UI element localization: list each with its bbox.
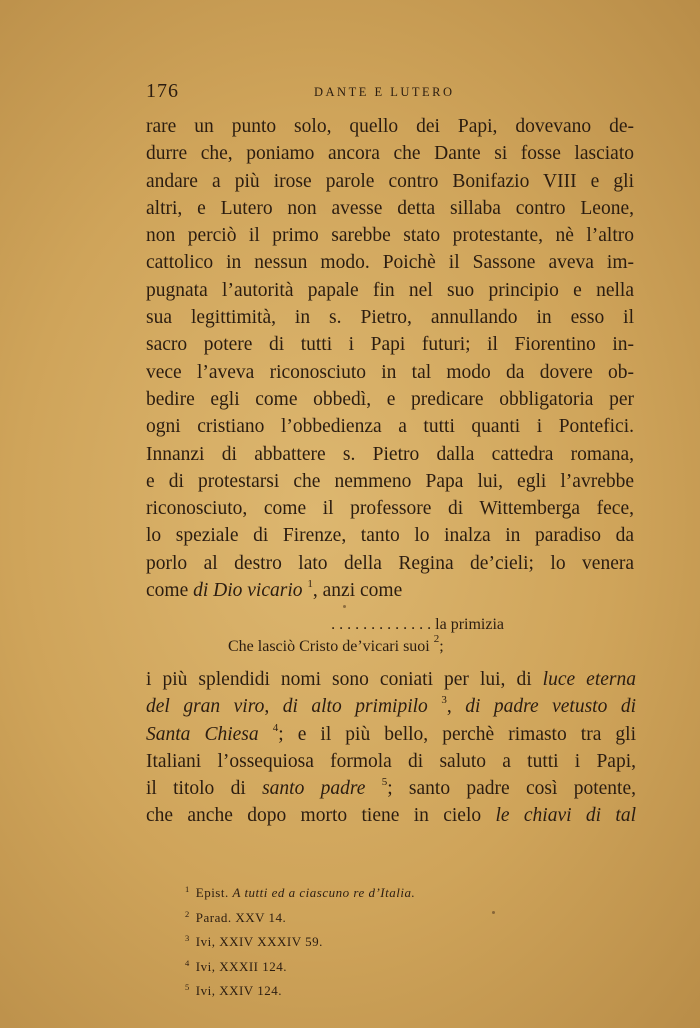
italic-fragment: luce eterna — [542, 669, 636, 690]
footnote-ref: 1 — [307, 578, 313, 591]
footnote-text: Ivi, XXXII 124. — [195, 958, 288, 974]
footnote — [185, 953, 605, 978]
footnote-mark: 1 — [185, 884, 190, 894]
page-header — [146, 80, 636, 104]
text-line: cattolico in nessun modo. Poichè il Sassone aveva im- — [146, 252, 634, 274]
text-line: porlo al destro lato della Regina de’cieli; lo venera — [146, 552, 634, 574]
text-line: lo speziale di Firenze, tanto lo inalza in paradiso da — [146, 525, 634, 547]
text-fragment: come — [146, 580, 194, 602]
italic-fragment: santo padre — [262, 778, 366, 800]
footnote-ref: 5 — [381, 776, 388, 789]
footnote-text: Epist. — [195, 885, 233, 900]
italic-fragment: Santa Chiesa — [146, 723, 259, 745]
footnote-mark: 5 — [185, 982, 190, 992]
text-line: sacro potere di tutti i Papi futuri; il Fiorentino in- — [146, 334, 634, 356]
verse-line: . . . . . . . . . . . . . la primizia — [331, 616, 504, 633]
footnote — [185, 928, 605, 953]
verse-text: Che lasciò Cristo de’vicari suoi — [228, 638, 430, 655]
text-line: Italiani l’ossequiosa formola di saluto a tutti i Papi, — [146, 750, 636, 772]
text-line: sua legittimità, in s. Pietro, annullando in esso il — [146, 307, 634, 329]
text-fragment: i più splendidi nomi sono coniati per lui, di — [146, 669, 543, 690]
text-line: andare a più irose parole contro Bonifazio VIII e gli — [146, 170, 634, 192]
text-line: pugnata l’autorità papale fin nel suo principio e nella — [146, 279, 634, 301]
footnote-text: Parad. XXV 14. — [195, 909, 287, 925]
text-line — [146, 775, 636, 802]
verse-quotation — [146, 614, 634, 658]
paper-speck — [343, 605, 346, 608]
text-fragment: , anzi come — [312, 580, 403, 602]
text-fragment: il titolo di — [146, 778, 263, 800]
text-line: Innanzi di abbattere s. Pietro dalla cattedra romana, — [146, 443, 634, 465]
text-line: non perciò il primo sarebbe stato protestante, nè l’altro — [146, 225, 634, 247]
text-line: vece l’aveva riconosciuto in tal modo da dovere ob- — [146, 361, 634, 383]
page-number: 176 — [146, 80, 179, 102]
verse-punct: ; — [439, 638, 444, 655]
text-line: ogni cristiano l’obbedienza a tutti quanti i Pontefici. — [146, 416, 634, 438]
footnote — [185, 879, 605, 904]
footnote-text: Ivi, XXIV 124. — [195, 983, 282, 998]
footnote-mark: 2 — [185, 908, 190, 919]
text-line: bedire egli come obbedì, e predicare obbligatoria per — [146, 388, 634, 410]
footnote-ref: 3 — [441, 694, 447, 707]
italic-fragment: di Dio vicario — [193, 580, 303, 602]
text-line: riconosciuto, come il professore di Wittemberga fece, — [146, 498, 634, 520]
running-head: DANTE E LUTERO — [314, 85, 455, 99]
text-line — [146, 802, 636, 829]
text-fragment: , — [264, 696, 283, 718]
text-line — [146, 721, 636, 748]
footnote-ref: 2 — [433, 633, 440, 645]
text-fragment: ; santo padre così potente, — [387, 778, 636, 800]
italic-fragment: le chiavi di tal — [495, 805, 636, 827]
text-fragment: ; e il più bello, perchè rimasto tra gli — [278, 723, 636, 745]
text-fragment: , — [446, 696, 466, 718]
main-text-block — [146, 113, 634, 604]
footnote-ref: 4 — [272, 721, 279, 734]
footnote — [185, 977, 605, 1002]
continued-text-block — [146, 666, 636, 830]
italic-fragment: di padre vetusto di — [465, 696, 637, 718]
footnote-text: Ivi, XXIV XXXIV 59. — [195, 934, 323, 949]
text-line: durre che, poniamo ancora che Dante si fosse lasciato — [146, 143, 634, 165]
footnote-italic: A tutti ed a ciascuno re d’Italia. — [232, 885, 416, 900]
text-line — [146, 666, 636, 693]
verse-line — [146, 633, 634, 658]
footnote-mark: 3 — [185, 933, 190, 943]
text-fragment: che anche dopo morto tiene in cielo — [146, 805, 496, 827]
italic-fragment: di alto primipilo — [282, 696, 428, 718]
text-line-last — [146, 577, 634, 604]
text-line: altri, e Lutero non avesse detta sillaba contro Leone, — [146, 197, 634, 219]
italic-fragment: del gran viro — [146, 696, 265, 718]
text-line: e di protestarsi che nemmeno Papa lui, egli l’avrebbe — [146, 470, 634, 492]
footnote — [185, 904, 605, 929]
text-line — [146, 693, 636, 720]
footnotes — [185, 879, 605, 1002]
text-line: rare un punto solo, quello dei Papi, dovevano de- — [146, 116, 634, 137]
footnote-mark: 4 — [185, 957, 190, 968]
paper-speck — [492, 911, 495, 914]
